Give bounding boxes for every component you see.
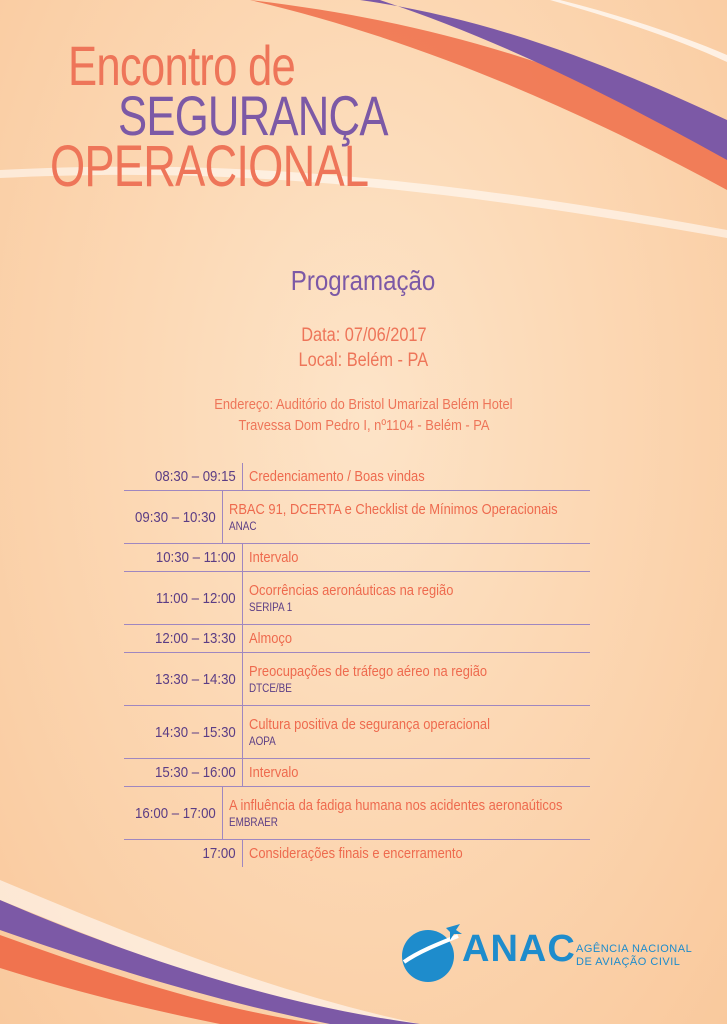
event-location: Local: Belém - PA <box>298 350 429 371</box>
schedule-activity <box>243 544 590 571</box>
title-line-2: SEGURANÇA <box>118 84 388 147</box>
activity-title: Almoço <box>249 630 293 647</box>
title-line-1: Encontro de <box>68 34 295 97</box>
schedule-row <box>124 544 590 572</box>
schedule-table <box>124 463 590 867</box>
program-heading: Programação <box>291 265 436 296</box>
anac-logo <box>398 918 698 988</box>
event-date: Data: 07/06/2017 <box>300 325 427 346</box>
schedule-time: 15:30 – 16:00 <box>124 759 243 786</box>
schedule-row <box>124 572 590 625</box>
schedule-time: 13:30 – 14:30 <box>124 653 243 705</box>
schedule-time: 11:00 – 12:00 <box>124 572 243 624</box>
schedule-row <box>124 491 590 544</box>
activity-organization: ANAC <box>228 521 257 533</box>
activity-title: Intervalo <box>249 549 299 566</box>
schedule-activity <box>243 463 590 490</box>
schedule-row <box>124 706 590 759</box>
schedule-time: 16:00 – 17:00 <box>124 787 223 839</box>
activity-title: RBAC 91, DCERTA e Checklist de Mínimos Operacionais <box>228 501 558 518</box>
schedule-row <box>124 625 590 653</box>
schedule-activity <box>243 706 590 758</box>
activity-organization: AOPA <box>249 736 276 748</box>
anac-subtitle-line-1: AGÊNCIA NACIONAL <box>576 943 693 955</box>
anac-globe-airplane-icon <box>398 922 462 986</box>
schedule-row <box>124 840 590 867</box>
schedule-activity <box>243 840 590 867</box>
schedule-activity <box>243 572 590 624</box>
schedule-row <box>124 463 590 491</box>
activity-organization: EMBRAER <box>228 817 278 829</box>
activity-title: Cultura positiva de segurança operacional <box>249 716 490 733</box>
schedule-row <box>124 653 590 706</box>
activity-title: Intervalo <box>249 764 299 781</box>
schedule-time: 12:00 – 13:30 <box>124 625 243 652</box>
anac-wordmark: ANAC <box>462 928 576 970</box>
schedule-activity <box>223 787 617 839</box>
schedule-time: 17:00 <box>124 840 243 867</box>
schedule-row <box>124 787 590 840</box>
event-address-line-1: Endereço: Auditório do Bristol Umarizal Belém Hotel <box>214 396 513 413</box>
title-line-3: OPERACIONAL <box>50 134 369 199</box>
activity-organization: SERIPA 1 <box>249 602 293 614</box>
schedule-time: 14:30 – 15:30 <box>124 706 243 758</box>
activity-title: Preocupações de tráfego aéreo na região <box>249 663 488 680</box>
schedule-time: 10:30 – 11:00 <box>124 544 243 571</box>
schedule-time: 08:30 – 09:15 <box>124 463 243 490</box>
activity-title: A influência da fadiga humana nos acidentes aeronaúticos <box>228 797 563 814</box>
event-address-line-2: Travessa Dom Pedro I, nº1104 - Belém - PA <box>237 417 490 434</box>
schedule-activity <box>243 625 590 652</box>
schedule-activity <box>243 653 590 705</box>
activity-title: Considerações finais e encerramento <box>249 845 463 862</box>
activity-title: Ocorrências aeronáuticas na região <box>249 582 454 599</box>
activity-title: Credenciamento / Boas vindas <box>249 468 425 485</box>
schedule-time: 09:30 – 10:30 <box>124 491 223 543</box>
schedule-row <box>124 759 590 787</box>
schedule-activity <box>223 491 611 543</box>
activity-organization: DTCE/BE <box>249 683 292 695</box>
schedule-activity <box>243 759 590 786</box>
anac-subtitle-line-2: DE AVIAÇÃO CIVIL <box>576 956 681 968</box>
event-title <box>50 34 464 199</box>
